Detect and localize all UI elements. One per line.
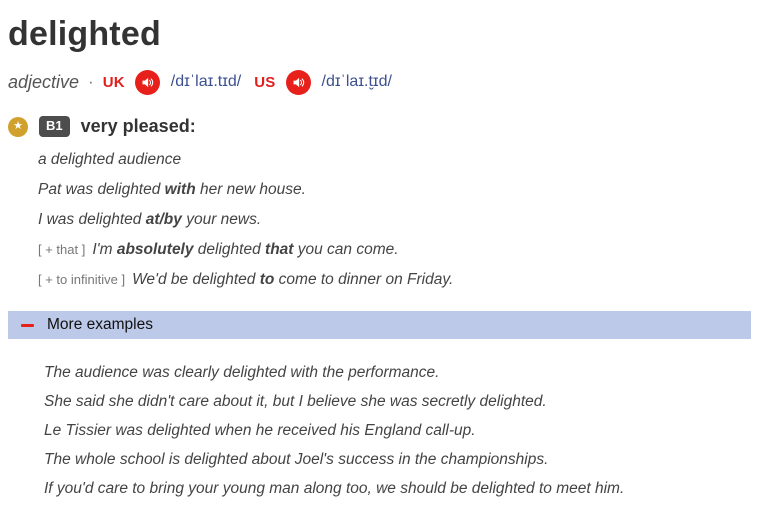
example-sentence: Pat was delighted with her new house. <box>38 181 306 199</box>
definition-row <box>8 116 751 137</box>
more-example-item: The whole school is delighted about Joel's success in the championships. <box>44 451 549 469</box>
part-of-speech: adjective <box>8 71 80 92</box>
dictionary-entry <box>0 15 759 503</box>
headword: delighted <box>8 15 161 53</box>
star-icon[interactable]: ★ <box>8 117 28 137</box>
more-examples-list <box>44 358 751 503</box>
dot-separator: · <box>88 72 94 92</box>
speaker-icon <box>140 75 155 90</box>
us-audio-button[interactable] <box>286 70 311 95</box>
cefr-level-badge: B1 <box>39 116 70 137</box>
more-example-item: The audience was clearly delighted with the performance. <box>44 364 440 382</box>
definition-text: very pleased: <box>80 116 196 137</box>
uk-ipa: /dɪˈlaɪ.tɪd/ <box>170 73 242 91</box>
example-sentence: [ + that ] I'm absolutely delighted that you can come. <box>38 241 399 259</box>
speaker-icon <box>291 75 306 90</box>
more-example-item: If you'd care to bring your young man along too, we should be delighted to meet him. <box>44 480 625 498</box>
us-ipa: /dɪˈlaɪ.t̬ɪd/ <box>321 73 392 91</box>
example-sentence: I was delighted at/by your news. <box>38 211 262 229</box>
collapse-minus-icon <box>21 324 34 327</box>
example-list <box>38 145 751 295</box>
pronunciation-row <box>8 69 751 95</box>
uk-label: UK <box>102 73 125 91</box>
more-example-item: She said she didn't care about it, but I believe she was secretly delighted. <box>44 393 547 411</box>
grammar-label: [ + that ] <box>38 242 86 258</box>
more-examples-label: More examples <box>47 316 153 334</box>
more-example-item: Le Tissier was delighted when he received his England call-up. <box>44 422 476 440</box>
uk-audio-button[interactable] <box>135 70 160 95</box>
example-sentence: a delighted audience <box>38 151 182 169</box>
grammar-label: [ + to infinitive ] <box>38 272 126 288</box>
us-label: US <box>254 73 276 91</box>
example-sentence: [ + to infinitive ] We'd be delighted to come to dinner on Friday. <box>38 271 454 289</box>
more-examples-toggle[interactable] <box>8 311 751 339</box>
